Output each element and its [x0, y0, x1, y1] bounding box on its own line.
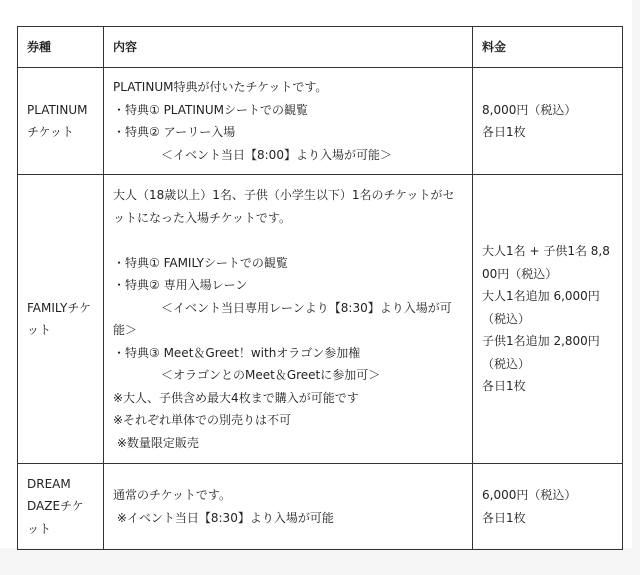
content-cell	[104, 464, 473, 550]
price-text: 子供1名追加 2,800円（税込）	[482, 334, 600, 371]
ticket-type-cell	[18, 68, 104, 175]
content-text: 大人（18歳以上）1名、子供（小学生以下）1名のチケットがセットになった入場チケットです。	[113, 188, 455, 225]
header-ticket-type: 券種	[18, 27, 104, 68]
content-text: ・特典① PLATINUMシートでの観覧	[113, 102, 309, 117]
blank-line	[113, 229, 463, 252]
ticket-type-text: PLATINUM	[27, 102, 88, 117]
price-text: 6,000円（税込）	[482, 488, 577, 502]
content-text: ・特典③ Meet＆Greet！withオラゴン参加権	[113, 345, 361, 360]
ticket-type-text: ット	[27, 323, 52, 337]
content-text: ※イベント当日【8:30】より入場が可能	[113, 510, 334, 525]
content-cell	[104, 68, 473, 175]
content-text: ＜イベント当日専用レーンより【8:30】より入場が可能＞	[113, 300, 452, 337]
content-text: ※それぞれ単体での別売りは不可	[113, 413, 292, 427]
content-text: ・特典② 専用入場レーン	[113, 278, 248, 292]
ticket-type-text: DAZEチケ	[27, 499, 84, 514]
ticket-type-text: FAMILYチケ	[27, 300, 91, 315]
ticket-type-text: チケット	[27, 125, 74, 139]
price-text: 各日1枚	[482, 379, 526, 394]
price-text: 8,000円（税込）	[482, 102, 577, 117]
content-text: ・特典② アーリー入場	[113, 125, 236, 139]
ticket-type-text: DREAM	[27, 476, 71, 491]
content-cell	[104, 175, 473, 464]
price-cell	[473, 68, 623, 175]
ticket-type-text: ット	[27, 521, 52, 536]
ticket-type-cell	[18, 464, 104, 550]
ticket-table	[17, 26, 623, 550]
price-text: 各日1枚	[482, 510, 526, 525]
content-text: ＜オラゴンとのMeet＆Greetに参加可＞	[113, 368, 381, 382]
content-text: 通常のチケットです。	[113, 488, 231, 502]
header-price: 料金	[473, 27, 623, 68]
header-content: 内容	[104, 27, 473, 68]
price-text: 大人1名 + 子供1名 8,800円（税込）	[482, 244, 610, 281]
content-text: ＜イベント当日【8:00】より入場が可能＞	[113, 147, 392, 162]
table-header-row	[18, 27, 623, 68]
content-text: ※数量限定販売	[113, 435, 199, 450]
table-row-dream-daze	[18, 464, 623, 550]
table-row-family	[18, 175, 623, 464]
price-cell	[473, 175, 623, 464]
price-cell	[473, 464, 623, 550]
content-text: ※大人、子供含め最大4枚まで購入が可能です	[113, 390, 359, 405]
content-text: ・特典① FAMILYシートでの観覧	[113, 255, 288, 270]
price-text: 大人1名追加 6,000円（税込）	[482, 289, 600, 326]
price-text: 各日1枚	[482, 125, 526, 139]
table-row-platinum	[18, 68, 623, 175]
content-text: PLATINUM特典が付いたチケットです。	[113, 80, 328, 94]
ticket-type-cell	[18, 175, 104, 464]
